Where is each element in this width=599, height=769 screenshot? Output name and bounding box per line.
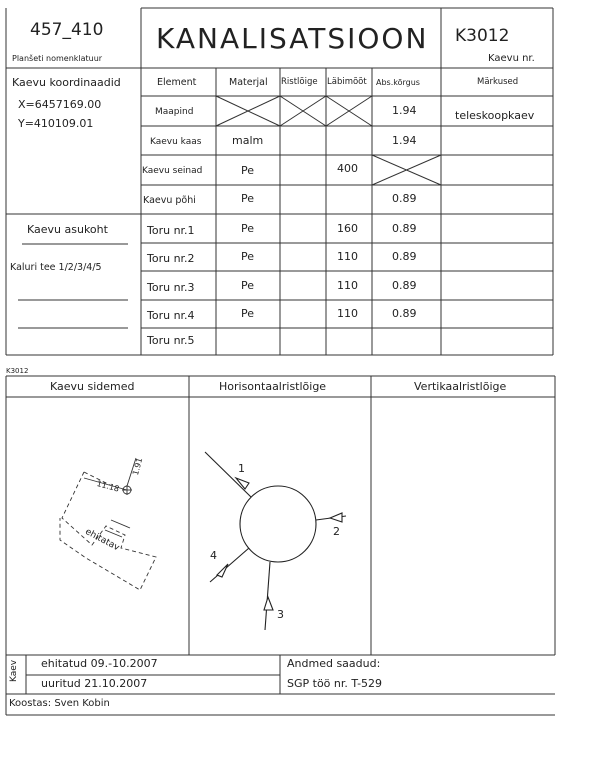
col-header-element: Element [157,77,197,88]
row-abs: 0.89 [392,279,417,292]
row-material: Pe [241,279,255,292]
col-title-horizontal: Horisontaalristlõige [219,380,327,393]
location-label: Kaevu asukoht [27,223,108,236]
data-source-label: Andmed saadud: [287,657,381,670]
col-header-diameter: Läbimõõt [327,77,367,87]
page-title: KANALISATSIOON [156,22,429,55]
sketch-dimension: 11.18 [95,479,121,494]
row-diameter: 110 [337,307,358,320]
work-number: SGP töö nr. T-529 [287,677,383,690]
row-element: Toru nr.5 [147,334,195,347]
col-title-ties: Kaevu sidemed [50,380,135,393]
surveyed-date: uuritud 21.10.2007 [41,677,148,690]
row-notes: teleskoopkaev [455,109,535,122]
row-material: Pe [241,222,255,235]
pipe-number: 4 [210,549,217,562]
row-diameter: 110 [337,250,358,263]
row-element: Kaevu põhi [143,195,196,206]
row-material: malm [232,134,264,147]
row-diameter: 160 [337,222,358,235]
row-diameter: 110 [337,279,358,292]
location-address: Kaluri tee 1/2/3/4/5 [10,262,102,273]
row-abs: 1.94 [392,134,417,147]
col-header-material: Materjal [229,77,268,88]
row-abs: 1.94 [392,104,417,117]
pipe-number: 1 [238,462,245,475]
coords-label: Kaevu koordinaadid [12,76,121,89]
author: Koostas: Sven Kobin [9,698,110,709]
well-label: Kaevu nr. [488,53,535,64]
sketch-dimension: 1.91 [131,456,145,477]
coord-y: Y=410109.01 [18,117,94,130]
built-date: ehitatud 09.-10.2007 [41,657,158,670]
pipe-number: 2 [333,525,340,538]
col-header-abs: Abs.kõrgus [376,78,420,87]
row-element: Toru nr.3 [147,281,195,294]
row-abs: 0.89 [392,222,417,235]
row-element: Kaevu seinad [142,166,203,176]
row-element: Kaevu kaas [150,137,202,147]
sheet-label: Planšeti nomenklatuur [12,54,103,63]
row-material: Pe [241,192,255,205]
row-material: Pe [241,250,255,263]
sketch-well-ties [60,458,156,590]
col-title-vertical: Vertikaalristlõige [414,380,507,393]
row-abs: 0.89 [392,192,417,205]
row-material: Pe [241,164,255,177]
row-diameter: 400 [337,162,358,175]
sketch-label: ehitatav [83,527,121,554]
small-well-label: K3012 [6,367,29,375]
row-element: Toru nr.4 [147,309,195,322]
row-element: Toru nr.1 [147,224,195,237]
col-header-cross: Ristlõige [281,77,318,87]
row-abs: 0.89 [392,307,417,320]
sheet-number: 457_410 [30,20,104,40]
row-abs: 0.89 [392,250,417,263]
row-element: Maapind [155,107,194,117]
pipe-number: 3 [277,608,284,621]
row-element: Toru nr.2 [147,252,195,265]
horizontal-section [205,452,346,630]
footer-side-label: Kaev [9,659,19,682]
well-number: K3012 [455,26,510,46]
col-header-notes: Märkused [477,77,519,87]
row-material: Pe [241,307,255,320]
coord-x: X=6457169.00 [18,98,102,111]
